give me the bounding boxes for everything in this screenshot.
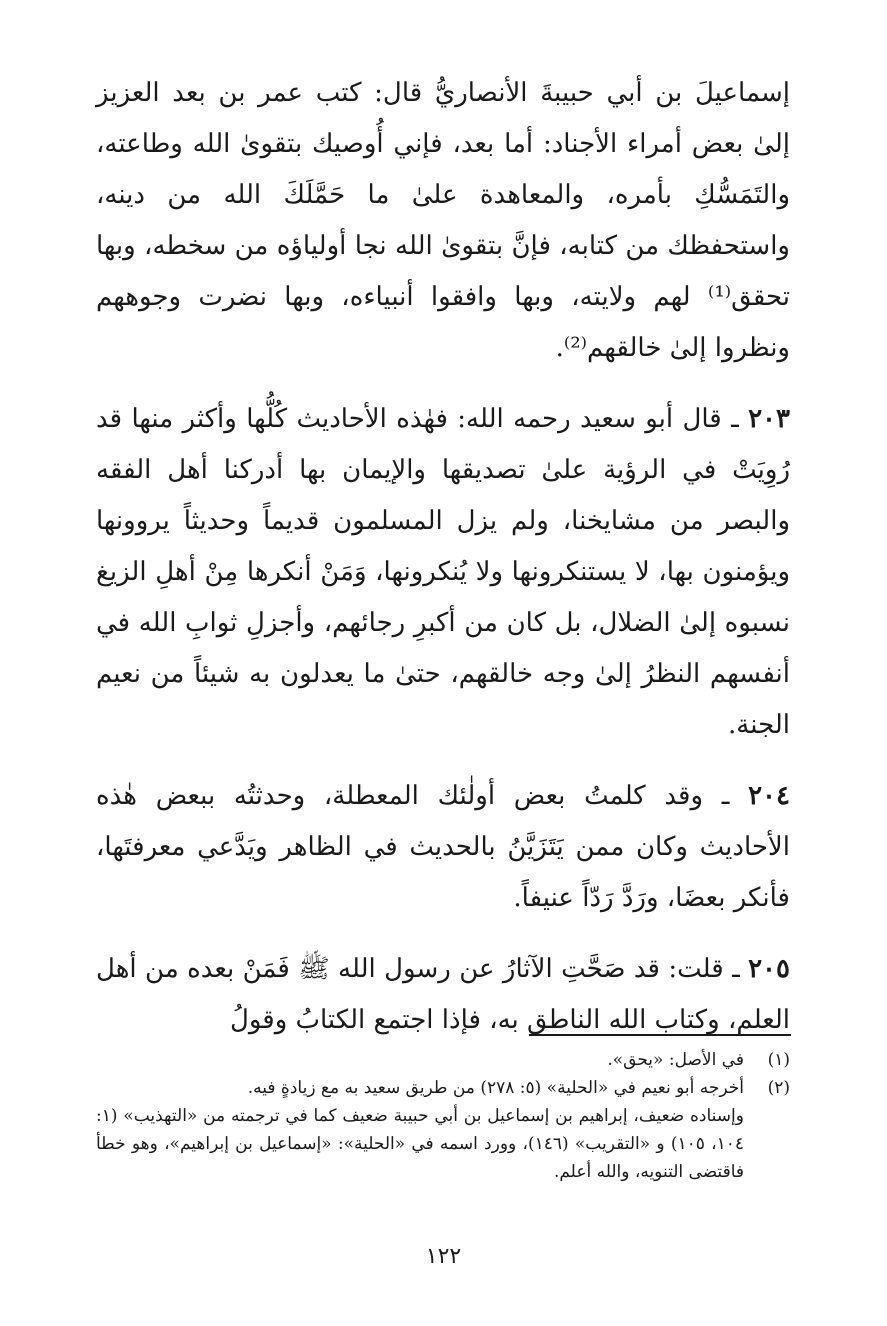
footnote-1 bbox=[96, 1046, 790, 1074]
footnote-text bbox=[96, 1074, 744, 1186]
paragraph-text: ـ وقد كلمتُ بعض أولٰئك المعطلة، وحدثتُه ببعض هٰذه الأحاديث وكان ممن يَتَزَيَّنُ بالحديث في الظاهر ويَدَّعي معرفتَها، فأنكر بعضَا، ورَدَّ رَدّاً عنيفاً. bbox=[96, 781, 790, 913]
footnote-line: أخرجه أبو نعيم في «الحلية» (٥: ٢٧٨) من طريق سعيد به مع زيادةٍ فيه. bbox=[247, 1078, 744, 1098]
footnote-number: (٢) bbox=[767, 1078, 790, 1098]
paragraph-205 bbox=[96, 944, 790, 1046]
paragraph-text: ـ قلت: قد صَحَّتِ الآثارُ عن رسول الله ﷺ فَمَنْ بعده من أهل العلم، وكتاب الله الناطق به، فإذا اجتمع الكتابُ وقولُ bbox=[96, 954, 790, 1035]
main-text bbox=[96, 68, 790, 1046]
paragraph-203 bbox=[96, 394, 790, 751]
footnote-divider bbox=[529, 1034, 791, 1036]
footnote-number: (١) bbox=[767, 1050, 790, 1070]
footnote-text bbox=[96, 1046, 744, 1074]
paragraph-text: ـ قال أبو سعيد رحمه الله: فهٰذه الأحاديث كُلُّها وأكثر منها قد رُوِيَتْ في الرؤية علىٰ تصديقها والإيمان بها أدركنا أهل الفقه والبصر من مشايخنا، ولم يزل المسلمون قديماً وحديثاً يروونها ويؤمنون بها، لا يستنكرونها ولا يُنكرونها، وَمَنْ أنكرها مِنْ أهلِ الزيغ نسبوه إلىٰ الضلال، بل كان من أكبرِ رجائهم، وأجزلِ ثوابِ الله في أنفسهم النظرُ إلىٰ وجه خالقهم، حتىٰ ما يعدلون به شيئاً من نعيم الجنة. bbox=[96, 404, 790, 740]
footnote-line: في الأصل: «يحق». bbox=[607, 1050, 744, 1070]
paragraph-number: ٢٠٥ bbox=[748, 954, 790, 984]
paragraph-continuation bbox=[96, 68, 790, 374]
paragraph-number: ٢٠٤ bbox=[748, 781, 790, 811]
footnote-line: وإسناده ضعيف، إبراهيم بن إسماعيل بن أبي حبيبة ضعيف كما في ترجمته من «التهذيب» (١: ١٠٤، ١٠٥) و «التقريب» (١٤٦)، وورد اسمه في «الحلية»: «إسماعيل بن إبراهيم»، وهو خطأ فاقتضى التنويه، والله أعلم. bbox=[96, 1106, 744, 1182]
footnotes bbox=[96, 1046, 790, 1186]
footnote-2 bbox=[96, 1074, 790, 1186]
page-number: ١٢٢ bbox=[425, 1244, 462, 1269]
paragraph-204 bbox=[96, 771, 790, 924]
paragraph-text: إسماعيلَ بن أبي حبيبةَ الأنصاريُّ قال: كتب عمر بن بعد العزيز إلىٰ بعض أمراء الأجناد: أما بعد، فإني أُوصيك بتقوىٰ الله وطاعته، والتَمَسُّكِ بأمره، والمعاهدة علىٰ ما حَمَّلَكَ الله من دينه، واستحفظك من كتابه، فإنَّ بتقوىٰ الله نجا أولياؤه من سخطه، وبها تحقق⁽¹⁾ لهم ولايته، وبها وافقوا أنبياءه، وبها نضرت وجوههم ونظروا إلىٰ خالقهم⁽²⁾. bbox=[96, 78, 790, 363]
paragraph-number: ٢٠٣ bbox=[748, 404, 790, 434]
